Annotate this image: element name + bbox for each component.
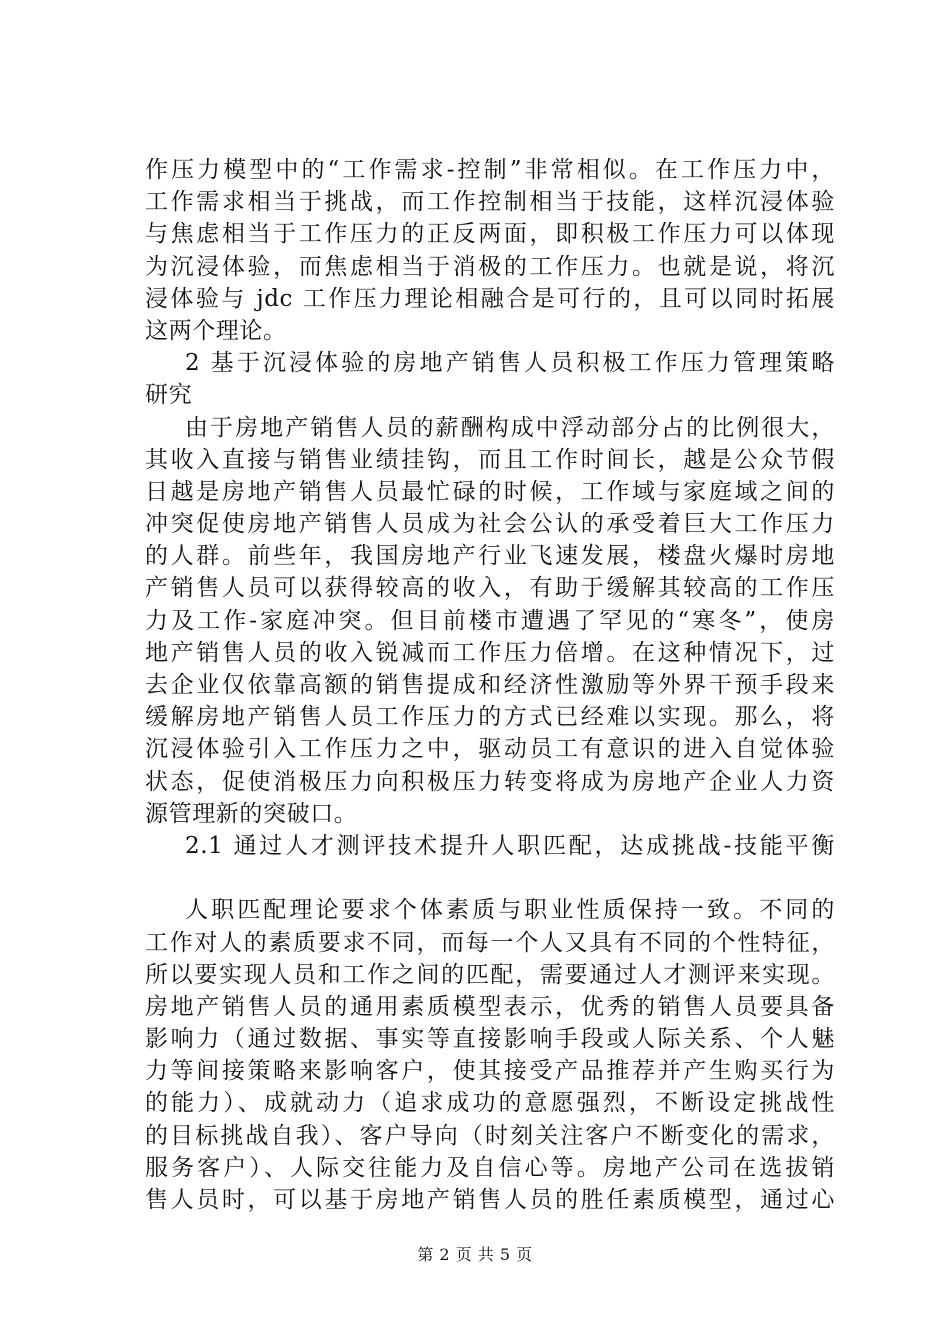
text-line: 力等间接策略来影响客户，使其接受产品推荐并产生购买行为 <box>145 1058 835 1085</box>
text-line: 其收入直接与销售业绩挂钩，而且工作时间长，越是公众节假 <box>145 446 835 473</box>
text-line: 工作需求相当于挑战，而工作控制相当于技能，这样沉浸体验 <box>145 189 835 216</box>
text-line: 产销售人员可以获得较高的收入，有助于缓解其较高的工作压 <box>145 575 835 602</box>
text-line: 房地产销售人员的通用素质模型表示，优秀的销售人员要具备 <box>145 993 835 1020</box>
section-heading-continued: 研究 <box>145 382 193 409</box>
text-line: 状态，促使消极压力向积极压力转变将成为房地产企业人力资 <box>145 768 835 795</box>
text-line: 日越是房地产销售人员最忙碌的时候，工作域与家庭域之间的 <box>145 478 835 505</box>
text-line: 所以要实现人员和工作之间的匹配，需要通过人才测评来实现。 <box>145 961 835 988</box>
text-line: 为沉浸体验，而焦虑相当于消极的工作压力。也就是说，将沉 <box>145 253 835 280</box>
blank-line <box>145 862 835 894</box>
text-line: 影响力（通过数据、事实等直接影响手段或人际关系、个人魅 <box>145 1026 835 1053</box>
text-line: 这两个理论。 <box>145 317 287 344</box>
text-line: 售人员时，可以基于房地产销售人员的胜任素质模型，通过心 <box>145 1187 835 1213</box>
text-line: 由于房地产销售人员的薪酬构成中浮动部分占的比例很大， <box>185 414 835 441</box>
text-line: 的能力）、成就动力（追求成功的意愿强烈，不断设定挑战性 <box>145 1090 835 1117</box>
text-line: 缓解房地产销售人员工作压力的方式已经难以实现。那么，将 <box>145 704 835 731</box>
subsection-heading: 2.1 通过人才测评技术提升人职匹配，达成挑战-技能平衡 <box>185 832 835 859</box>
text-line: 与焦虑相当于工作压力的正反两面，即积极工作压力可以体现 <box>145 221 835 248</box>
text-line: 的目标挑战自我）、客户导向（时刻关注客户不断变化的需求， <box>145 1122 835 1149</box>
text-line: 服务客户）、人际交往能力及自信心等。房地产公司在选拔销 <box>145 1154 835 1181</box>
text-line: 力及工作-家庭冲突。但目前楼市遭遇了罕见的“寒冬”，使房 <box>145 607 835 634</box>
page-number-footer: 第 2 页 共 5 页 <box>417 1245 533 1264</box>
text-line: 冲突促使房地产销售人员成为社会公认的承受着巨大工作压力 <box>145 511 835 538</box>
text-line: 的人群。前些年，我国房地产行业飞速发展，楼盘火爆时房地 <box>145 543 835 570</box>
text-line: 地产销售人员的收入锐减而工作压力倍增。在这种情况下，过 <box>145 639 835 666</box>
text-line: 人职匹配理论要求个体素质与职业性质保持一致。不同的 <box>185 897 835 924</box>
text-line: 去企业仅依靠高额的销售提成和经济性激励等外界干预手段来 <box>145 672 835 698</box>
section-heading: 2 基于沉浸体验的房地产销售人员积极工作压力管理策略 <box>185 350 835 377</box>
text-line: 工作对人的素质要求不同，而每一个人又具有不同的个性特征， <box>145 929 835 956</box>
text-line: 源管理新的突破口。 <box>145 800 358 827</box>
text-line: 沉浸体验引入工作压力之中，驱动员工有意识的进入自觉体验 <box>145 736 835 763</box>
document-body <box>145 154 835 1216</box>
text-line: 浸体验与 jdc 工作压力理论相融合是可行的，且可以同时拓展 <box>145 285 835 312</box>
text-line: 作压力模型中的“工作需求-控制”非常相似。在工作压力中， <box>145 157 835 183</box>
